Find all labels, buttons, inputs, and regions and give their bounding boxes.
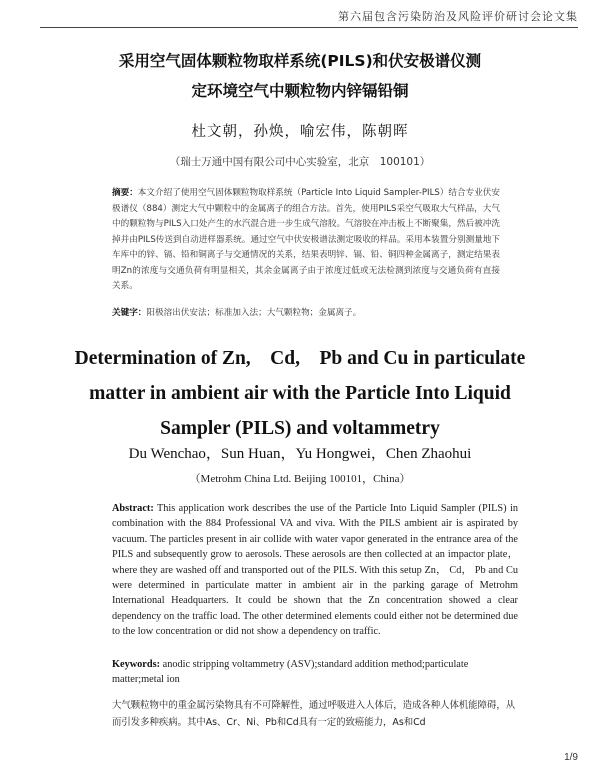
chinese-title-line: 采用空气固体颗粒物取样系统(PILS)和伏安极谱仪测: [118, 52, 482, 70]
chinese-title: [60, 46, 540, 106]
chinese-authors: 杜文朝，孙焕，喻宏伟，陈朝晖: [191, 124, 409, 140]
chinese-keywords: [112, 306, 500, 321]
english-title-line: matter in ambient air with the Particle Into Liquid: [89, 383, 511, 404]
english-title: [40, 341, 560, 446]
running-header: [0, 0, 600, 30]
page-number: 1/9: [564, 752, 578, 763]
english-keywords-text: anodic stripping voltammetry (ASV);standard addition method;particulate matter;metal ion: [112, 659, 469, 686]
english-authors: Du Wenchao，Sun Huan，Yu Hongwei，Chen Zhaohui: [128, 446, 472, 462]
chinese-keywords-text: 阳极溶出伏安法；标准加入法；大气颗粒物；金属离子。: [146, 308, 362, 318]
chinese-abstract: [112, 186, 500, 295]
english-abstract-label: Abstract:: [112, 503, 154, 514]
chinese-title-line: 定环境空气中颗粒物内锌镉铅铜: [191, 82, 409, 100]
english-keywords: [112, 657, 518, 688]
chinese-keywords-label: 关键字：: [112, 308, 147, 318]
english-keywords-label: Keywords:: [112, 659, 161, 670]
english-title-line: Determination of Zn, Cd, Pb and Cu in particulate: [74, 348, 526, 369]
chinese-abstract-text: 本文介绍了使用空气固体颗粒物取样系统（Particle Into Liquid Sampler-PILS）结合专业伏安极谱仪（884）测定大气中颗粒中的金属离子的组合方法。首先，使用PILS采空气吸取大气样品，大气中的颗粒物与PILS入口处产生的水汽混合进一步生成气溶胶。气溶胶在冲击板上不断聚集，然后被冲洗掉并由PILS传送到自动进样器系统。通过空气中伏安极谱法测定吸收的样品。采用本装置分别测量地下车库中的锌、镉、铅和铜离子与交通情况的关系，结果表明锌、镉、铅、铜四种金属离子，测定结果表明Zn的浓度与交通负荷有明显相关，其余金属离子由于浓度过低或无法检测到浓度与交通负荷有直接关系。: [112, 188, 500, 291]
body-paragraph: 大气颗粒物中的重金属污染物具有不可降解性，通过呼吸进入人体后，造成各种人体机能障碍，从而引发多种疾病。其中As、Cr、Ni、Pb和Cd具有一定的致癌能力，As和Cd: [112, 700, 516, 728]
english-abstract: [112, 501, 518, 640]
english-affiliation: （Metrohm China Ltd. Beijing 100101，China）: [189, 473, 411, 485]
english-abstract-text: This application work describes the use of the Particle Into Liquid Sampler (PILS) in combination with the 884 Professional VA and viva. With the PILS ambient air is aspirated by vacuum. The particles present in air collide with water vapor generated in the entrance area of the PILS and subsequently grow to aerosols. These aerosols are then collected at an impactor plate， where they are washed off and transported out of the PILS. With this setup Zn， Cd， Pb and Cu were determined in particulate matter in ambient air in the parking garage of Metrohm International Headquarters. It could be shown that the Zn concentration showed a clear dependency on the traffic load. The other determined elements could either not be determined due to the low concentration or did not show a dependency on traffic.: [112, 503, 518, 638]
header-rule: [40, 27, 578, 28]
running-title: 第六届包含污染防治及风险评价研讨会论文集: [338, 10, 578, 23]
chinese-abstract-label: 摘要：: [112, 188, 138, 198]
chinese-affiliation: （瑞士万通中国有限公司中心实验室，北京 100101）: [169, 156, 431, 168]
english-title-line: Sampler (PILS) and voltammetry: [160, 418, 440, 439]
